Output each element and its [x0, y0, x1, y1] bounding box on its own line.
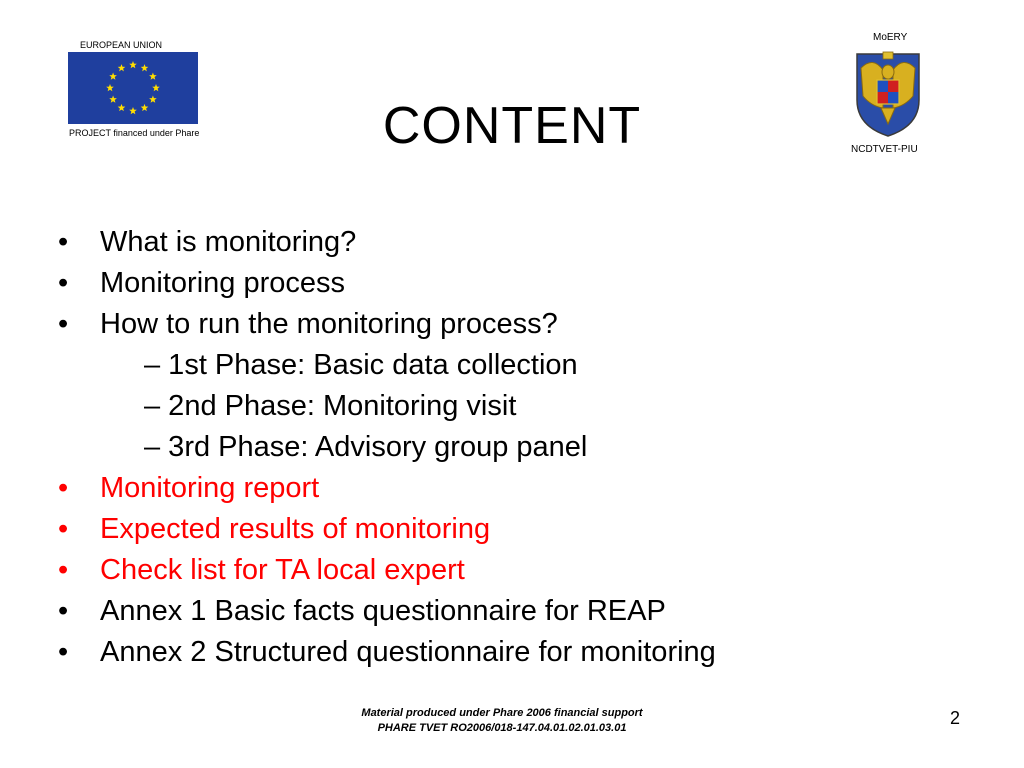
footer-line-2: PHARE TVET RO2006/018-147.04.01.02.01.03.01: [377, 722, 627, 734]
list-item: [58, 509, 958, 550]
list-item: [58, 222, 958, 263]
bullet-marker: •: [58, 595, 69, 627]
list-item-text: Monitoring process: [100, 267, 345, 299]
list-item: [58, 304, 958, 345]
eu-star-icon: [129, 61, 137, 68]
bullet-marker: •: [58, 554, 69, 586]
list-item-text: Annex 2 Structured questionnaire for monitoring: [100, 636, 716, 668]
list-item-text: Expected results of monitoring: [100, 513, 491, 545]
sub-list-item: [58, 386, 958, 427]
bullet-list: [58, 222, 958, 673]
eu-star-icon: [118, 64, 126, 71]
list-item-text: Monitoring report: [100, 472, 320, 504]
bullet-marker: •: [58, 472, 69, 504]
moery-caption: MoERY: [873, 32, 908, 43]
eu-star-icon: [152, 84, 160, 91]
eu-star-icon: [141, 64, 149, 71]
eu-star-icon: [109, 73, 117, 80]
list-item: [58, 263, 958, 304]
list-item: [58, 468, 958, 509]
sub-list-item: [58, 427, 958, 468]
list-item: [58, 632, 958, 673]
bullet-marker: •: [58, 267, 69, 299]
eu-subcaption: PROJECT financed under Phare: [69, 128, 200, 138]
list-item-text: Check list for TA local expert: [100, 554, 465, 586]
bullet-marker: •: [58, 636, 69, 668]
footer: [0, 706, 1004, 736]
list-item: [58, 550, 958, 591]
bullet-marker: •: [58, 308, 69, 340]
list-item: [58, 591, 958, 632]
eu-caption: EUROPEAN UNION: [80, 40, 163, 50]
bullet-marker: •: [58, 226, 69, 258]
list-item-text: Annex 1 Basic facts questionnaire for REAP: [100, 595, 666, 627]
list-item-text: How to run the monitoring process?: [100, 308, 558, 340]
list-item-text: – 1st Phase: Basic data collection: [144, 349, 578, 381]
footer-line-1: Material produced under Phare 2006 financial support: [361, 707, 643, 719]
moery-subcaption: NCDTVET-PIU: [851, 144, 918, 155]
list-item-text: What is monitoring?: [100, 226, 357, 258]
bullet-marker: •: [58, 513, 69, 545]
list-item-text: – 2nd Phase: Monitoring visit: [144, 390, 517, 422]
list-item-text: – 3rd Phase: Advisory group panel: [144, 431, 588, 463]
slide-title: CONTENT: [382, 97, 642, 155]
page-number: 2: [950, 708, 961, 728]
sub-list-item: [58, 345, 958, 386]
eu-star-icon: [149, 73, 157, 80]
eu-star-icon: [106, 84, 114, 91]
